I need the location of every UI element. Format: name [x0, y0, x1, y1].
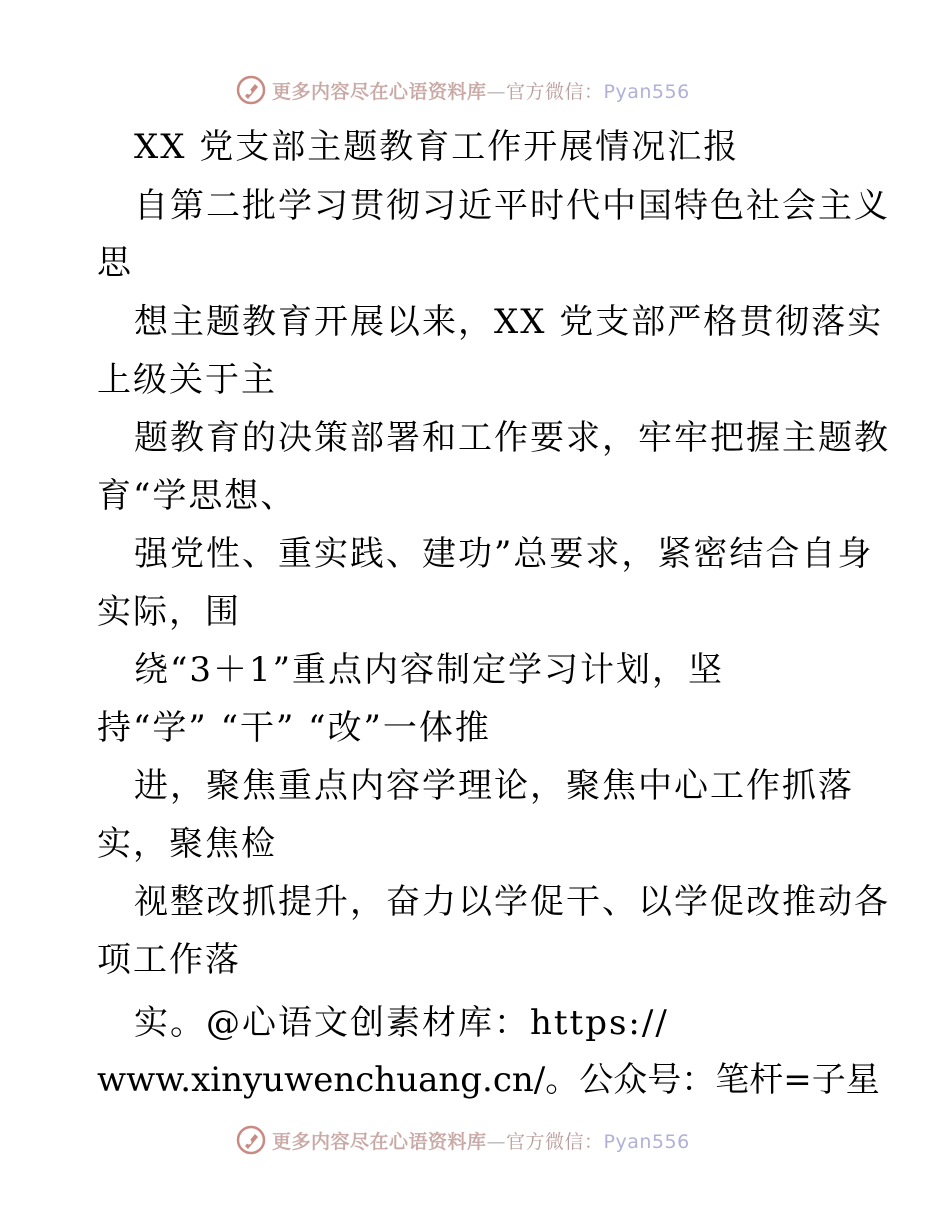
header-watermark-banner: [0, 70, 950, 110]
text-line: 题教育的决策部署和工作要求，牢牢把握主题教: [134, 418, 890, 458]
text-line: 实。@心语文创素材库：https://: [134, 1003, 669, 1043]
text-line: 想主题教育开展以来，XX 党支部严格贯彻落实: [134, 302, 884, 342]
header-contact-label: 官方微信：: [506, 80, 604, 103]
text-line: 绕“3＋1”重点内容制定学习计划，坚: [134, 650, 725, 690]
pen-logo-icon: [236, 75, 266, 105]
footer-contact-label: 官方微信：: [506, 1130, 604, 1153]
header-wechat-id: Pyan556: [603, 80, 690, 103]
text-line: 上级关于主: [97, 360, 277, 400]
text-line: 进，聚焦重点内容学理论，聚焦中心工作抓落: [134, 766, 854, 806]
header-separator: —: [486, 80, 507, 103]
footer-wechat-id: Pyan556: [603, 1130, 690, 1153]
footer-separator: —: [486, 1130, 507, 1153]
pen-logo-icon: [236, 1125, 266, 1155]
text-line: 持“学” “干” “改”一体推: [97, 708, 491, 748]
text-line: 自第二批学习贯彻习近平时代中国特色社会主义: [134, 186, 890, 226]
footer-site-text: 更多内容尽在心语资料库: [272, 1130, 487, 1153]
text-line: 实际，围: [97, 592, 241, 632]
document-title: XX 党支部主题教育工作开展情况汇报: [134, 127, 740, 167]
text-line: 视整改抓提升，奋力以学促干、以学促改推动各: [134, 882, 890, 922]
text-line: www.xinyuwenchuang.cn/。公众号：笔杆=子星: [97, 1060, 880, 1100]
text-line: 育“学思想、: [97, 476, 297, 516]
text-line: 强党性、重实践、建功”总要求，紧密结合自身: [134, 534, 874, 574]
footer-watermark-banner: [0, 1120, 950, 1160]
text-line: 项工作落: [97, 940, 241, 980]
text-line: 实，聚焦检: [97, 824, 277, 864]
text-line: 思: [97, 243, 133, 283]
header-site-text: 更多内容尽在心语资料库: [272, 80, 487, 103]
